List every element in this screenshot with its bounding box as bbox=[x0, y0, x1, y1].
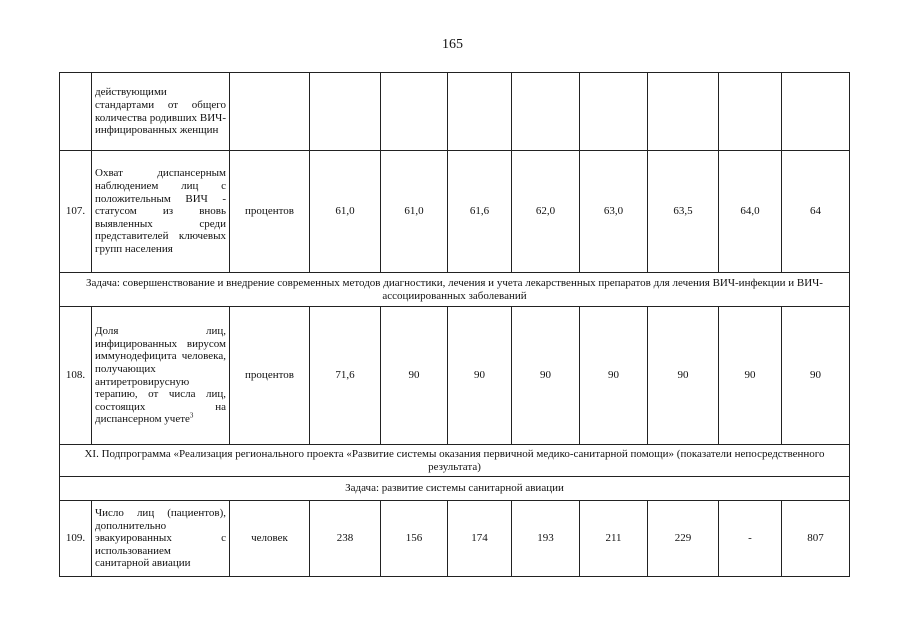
row-number-cell bbox=[60, 73, 92, 151]
value-cell: 90 bbox=[448, 307, 512, 445]
footnote-marker: 3 bbox=[189, 411, 194, 420]
subprogram-heading: XI. Подпрограмма «Реализация регионального проекта «Развитие системы оказания первичной медико-санитарной помощи» (показатели непосредственного результата) bbox=[60, 445, 850, 477]
value-cell: 156 bbox=[381, 501, 448, 577]
value-cell: 238 bbox=[310, 501, 381, 577]
value-cell bbox=[512, 73, 580, 151]
value-cell bbox=[580, 73, 648, 151]
table-row bbox=[60, 73, 850, 151]
value-cell: 64 bbox=[782, 151, 850, 273]
indicator-name: действующими стандартами от общего количества родивших ВИЧ-инфицированных женщин bbox=[92, 73, 230, 151]
indicator-name bbox=[92, 307, 230, 445]
row-number: 108. bbox=[60, 307, 92, 445]
value-cell: 90 bbox=[580, 307, 648, 445]
task-heading: Задача: развитие системы санитарной авиации bbox=[60, 477, 850, 501]
table-row bbox=[60, 501, 850, 577]
indicator-name-text: Доля лиц, инфицированных вирусом иммунодефицита человека, получающих антиретровирусную терапию, от числа лиц, состоящих на диспансерном учете bbox=[95, 325, 226, 426]
value-cell bbox=[648, 73, 719, 151]
value-cell: 63,5 bbox=[648, 151, 719, 273]
value-cell: 61,0 bbox=[381, 151, 448, 273]
indicator-name: Число лиц (пациентов), дополнительно эвакуированных с использованием санитарной авиации bbox=[92, 501, 230, 577]
value-cell bbox=[719, 73, 782, 151]
row-number: 107. bbox=[60, 151, 92, 273]
value-cell: - bbox=[719, 501, 782, 577]
value-cell: 64,0 bbox=[719, 151, 782, 273]
unit-cell: человек bbox=[230, 501, 310, 577]
value-cell: 61,6 bbox=[448, 151, 512, 273]
value-cell: 62,0 bbox=[512, 151, 580, 273]
value-cell: 807 bbox=[782, 501, 850, 577]
value-cell: 61,0 bbox=[310, 151, 381, 273]
value-cell: 90 bbox=[512, 307, 580, 445]
value-cell: 90 bbox=[719, 307, 782, 445]
value-cell: 90 bbox=[782, 307, 850, 445]
value-cell: 211 bbox=[580, 501, 648, 577]
value-cell bbox=[782, 73, 850, 151]
table-row bbox=[60, 307, 850, 445]
table-row bbox=[60, 151, 850, 273]
value-cell bbox=[310, 73, 381, 151]
value-cell: 71,6 bbox=[310, 307, 381, 445]
unit-cell bbox=[230, 73, 310, 151]
value-cell: 174 bbox=[448, 501, 512, 577]
unit-cell: процентов bbox=[230, 307, 310, 445]
table-row bbox=[60, 445, 850, 477]
value-cell: 229 bbox=[648, 501, 719, 577]
row-number: 109. bbox=[60, 501, 92, 577]
value-cell: 90 bbox=[648, 307, 719, 445]
value-cell bbox=[448, 73, 512, 151]
indicators-table bbox=[59, 72, 850, 577]
table-row bbox=[60, 477, 850, 501]
value-cell: 63,0 bbox=[580, 151, 648, 273]
table-row bbox=[60, 273, 850, 307]
task-heading: Задача: совершенствование и внедрение современных методов диагностики, лечения и учета лекарственных препаратов для лечения ВИЧ-инфекции и ВИЧ-ассоциированных заболеваний bbox=[60, 273, 850, 307]
indicator-name: Охват диспансерным наблюдением лиц с положительным ВИЧ - статусом из вновь выявленных среди представителей ключевых групп населения bbox=[92, 151, 230, 273]
value-cell bbox=[381, 73, 448, 151]
value-cell: 90 bbox=[381, 307, 448, 445]
value-cell: 193 bbox=[512, 501, 580, 577]
page-number: 165 bbox=[442, 37, 463, 52]
unit-cell: процентов bbox=[230, 151, 310, 273]
